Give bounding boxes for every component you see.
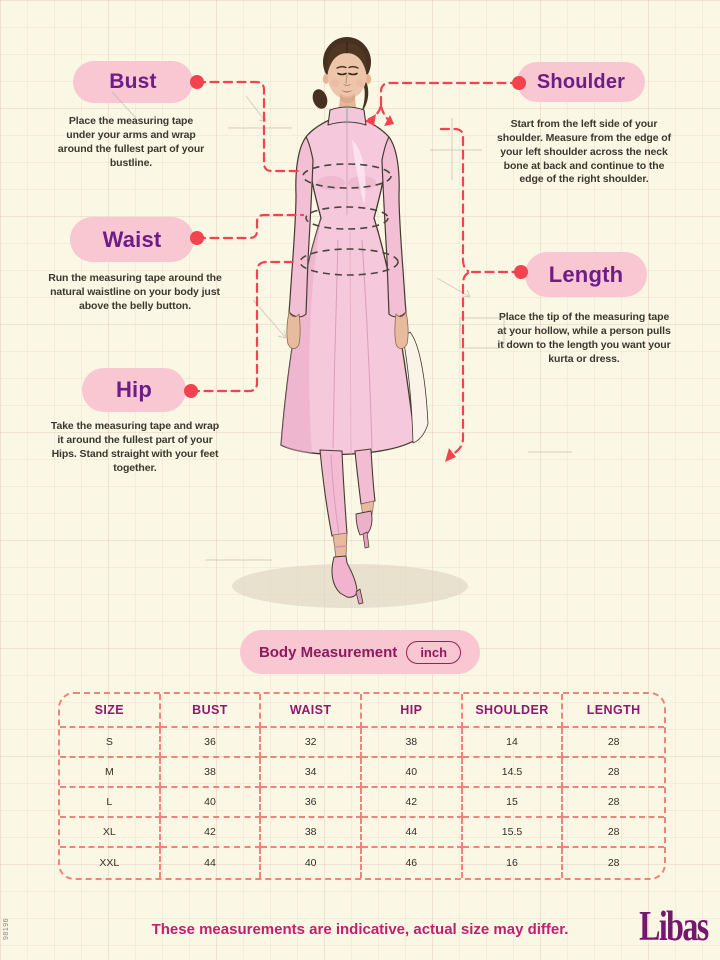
shoulder-arrow-right-curve [381,106,390,121]
length-connector-top [441,129,468,271]
waist-measure-ellipse [306,207,388,229]
table-header-cell: WAIST [261,694,362,728]
table-cell: 28 [607,857,620,869]
table-cell: 15 [463,788,564,818]
waist-callout-title: Waist [102,226,162,252]
length-callout-title: Length [548,261,624,287]
table-cell: 15.5 [463,818,564,848]
hip-measure-ellipse [300,249,398,275]
table-cell: XL [60,818,161,848]
table-cell: 40 [161,788,262,818]
table-cell: 38 [362,728,463,758]
body-measurement-title: Body Measurement [258,643,398,661]
waist-connector [197,215,303,238]
hip-callout-title: Hip [115,377,153,402]
table-cell: 46 [362,848,463,878]
table-cell: 28 [563,788,664,818]
unit-chip: inch [406,641,461,664]
table-cell: 36 [161,728,262,758]
table-cell: XXL [60,848,161,878]
shoulder-arrow-left-curve [369,106,381,119]
bust-connector [197,82,301,171]
shoulder-arrowhead-right [384,115,394,126]
table-cell: 16 [463,848,564,878]
length-description: Place the tip of the measuring tape at your hollow, while a person pulls it down to the length you want your kurta or dress. [497,311,671,365]
table-cell: 28 [563,818,664,848]
table-cell: 14.5 [463,758,564,788]
hip-connector-dot [184,384,198,398]
size-table [58,692,666,880]
table-cell: 44 [161,848,262,878]
table-cell: 28 [563,728,664,758]
table-cell: 34 [261,758,362,788]
table-header-cell: BUST [161,694,262,728]
print-code: 98196 [3,918,10,940]
table-cell: S [60,728,161,758]
disclaimer-text: These measurements are indicative, actual size may differ. [151,921,569,938]
length-arrowhead [445,448,456,462]
table-header-cell: SHOULDER [463,694,564,728]
table-cell: 32 [261,728,362,758]
table-header-cell: LENGTH [563,694,664,728]
shoulder-callout-title: Shoulder [536,70,626,93]
length-callout-pill [525,252,647,297]
waist-description: Run the measuring tape around the natural waistline on your body just above the belly button. [48,272,222,312]
table-cell: 38 [161,758,262,788]
table-cell: 42 [362,788,463,818]
table-cell: 14 [463,728,564,758]
floor-shadow [232,564,468,608]
table-cell: 40 [261,848,362,878]
table-cell: 40 [362,758,463,788]
libas-logo: Libas [639,902,708,950]
table-cell: 36 [261,788,362,818]
bust-description: Place the measuring tape under your arms and wrap around the fullest part of your bustline. [57,115,205,169]
shoulder-connector [381,83,519,106]
shoulder-description: Start from the left side of your shoulder. Measure from the edge of your left shoulder across the neck bone at back and continue to the edge of the right shoulder. [497,118,671,186]
bust-callout-title: Bust [109,70,157,93]
table-cell: L [60,788,161,818]
waist-callout-pill [70,217,194,262]
body-measurement-bar [240,630,480,674]
bust-callout-pill [73,61,193,103]
table-cell: M [60,758,161,788]
bust-measure-ellipse [303,164,391,188]
table-cell: 28 [563,758,664,788]
model-figure [281,37,428,604]
table-header-cell: SIZE [60,694,161,728]
length-connector-bottom [449,273,468,458]
table-cell: 44 [362,818,463,848]
table-cell: 38 [261,818,362,848]
hip-callout-pill [82,368,186,412]
table-header-cell: HIP [362,694,463,728]
shoulder-callout-pill [517,62,645,102]
shoulder-arrowhead-left [365,114,376,126]
table-cell: 42 [161,818,262,848]
hip-description: Take the measuring tape and wrap it around the fullest part of your Hips. Stand straight with your feet together. [50,420,220,474]
